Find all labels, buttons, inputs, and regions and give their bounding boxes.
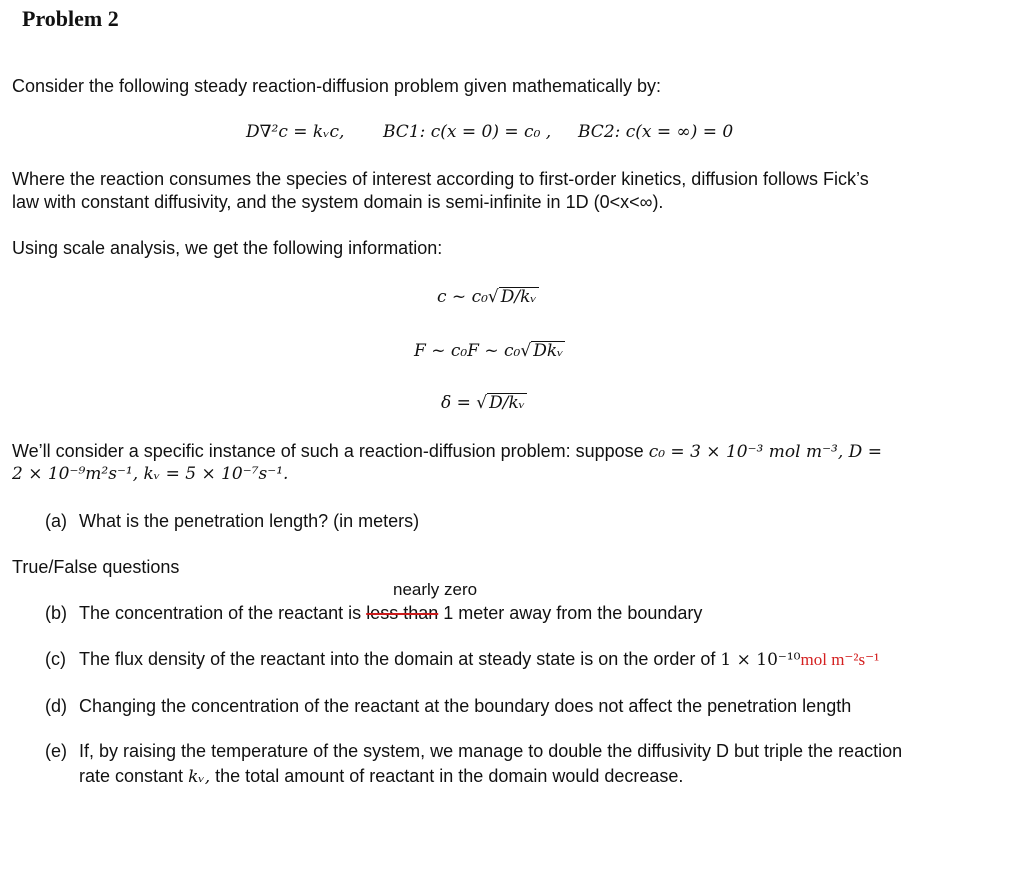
handwritten-annotation: nearly zero xyxy=(393,580,478,599)
true-false-heading: True/False questions xyxy=(12,557,180,577)
question-d-label: (d) xyxy=(45,696,67,716)
question-b-text-pre: The concentration of the reactant is xyxy=(79,603,362,623)
question-a-text: What is the penetration length? (in meters) xyxy=(79,511,420,531)
sqrt-symbol: √ D/kᵥ xyxy=(487,287,537,307)
page-title: Problem 2 xyxy=(22,6,119,31)
scale-concentration xyxy=(437,287,539,308)
instance-text: We’ll consider a specific instance of such a reaction-diffusion problem: suppose xyxy=(12,441,644,461)
scale-analysis-intro: Using scale analysis, we get the following information: xyxy=(12,238,443,258)
question-e xyxy=(45,739,902,790)
question-d xyxy=(45,696,851,717)
struck-text: less than xyxy=(366,603,439,623)
boundary-condition-2: BC2: c(x = ∞) = 0 xyxy=(578,122,734,142)
scale-flux-radicand: Dkᵥ xyxy=(533,341,564,361)
question-e-line-2-post: the total amount of reactant in the domain would decrease. xyxy=(215,766,684,786)
sqrt-symbol: √ D/kᵥ xyxy=(476,393,526,413)
scale-delta-lhs: δ = xyxy=(441,393,471,413)
description-line-2: law with constant diffusivity, and the system domain is semi-infinite in 1D (0<x<∞). xyxy=(12,192,664,212)
governing-equation: D∇²c = kᵥc, xyxy=(246,122,345,142)
instance-line-2: 2 × 10⁻⁹m²s⁻¹, kᵥ = 5 × 10⁻⁷s⁻¹. xyxy=(12,464,289,484)
scale-flux xyxy=(414,341,565,362)
question-c-unit: mol m⁻²s⁻¹ xyxy=(800,650,880,669)
scale-penetration-length xyxy=(441,393,527,414)
question-b-text-post: 1 meter away from the boundary xyxy=(443,603,703,623)
question-c xyxy=(45,649,879,671)
question-d-text: Changing the concentration of the reactant at the boundary does not affect the penetration length xyxy=(79,696,852,716)
question-b-label: (b) xyxy=(45,603,67,623)
intro-text: Consider the following steady reaction-diffusion problem given mathematically by: xyxy=(12,76,662,96)
question-c-text: The flux density of the reactant into the domain at steady state is on the order of xyxy=(79,649,716,669)
question-a xyxy=(45,511,419,532)
question-c-label: (c) xyxy=(45,649,66,669)
question-e-kv: kᵥ, xyxy=(188,767,211,787)
sqrt-symbol: √ Dkᵥ xyxy=(520,341,564,361)
question-c-value: 1 × 10⁻¹⁰ xyxy=(720,650,801,670)
question-a-label: (a) xyxy=(45,511,67,531)
scale-flux-lhs: F ~ c₀F ~ c₀ xyxy=(414,341,521,361)
scale-concentration-lhs: c ~ c₀ xyxy=(437,287,488,307)
instance-line-1 xyxy=(12,441,882,463)
question-b xyxy=(45,603,702,624)
question-e-line-1: If, by raising the temperature of the system, we manage to double the diffusivity D but triple the reaction xyxy=(79,741,903,761)
scale-delta-radicand: D/kᵥ xyxy=(489,393,526,413)
question-e-line-2-pre: rate constant xyxy=(79,766,184,786)
description-line-1: Where the reaction consumes the species of interest according to first-order kinetics, diffusion follows Fick’s xyxy=(12,169,869,189)
instance-c0-value: c₀ = 3 × 10⁻³ mol m⁻³, D = xyxy=(648,442,882,462)
question-e-label: (e) xyxy=(45,741,67,761)
scale-concentration-radicand: D/kᵥ xyxy=(500,287,537,307)
boundary-condition-1: BC1: c(x = 0) = c₀ , xyxy=(383,122,552,142)
